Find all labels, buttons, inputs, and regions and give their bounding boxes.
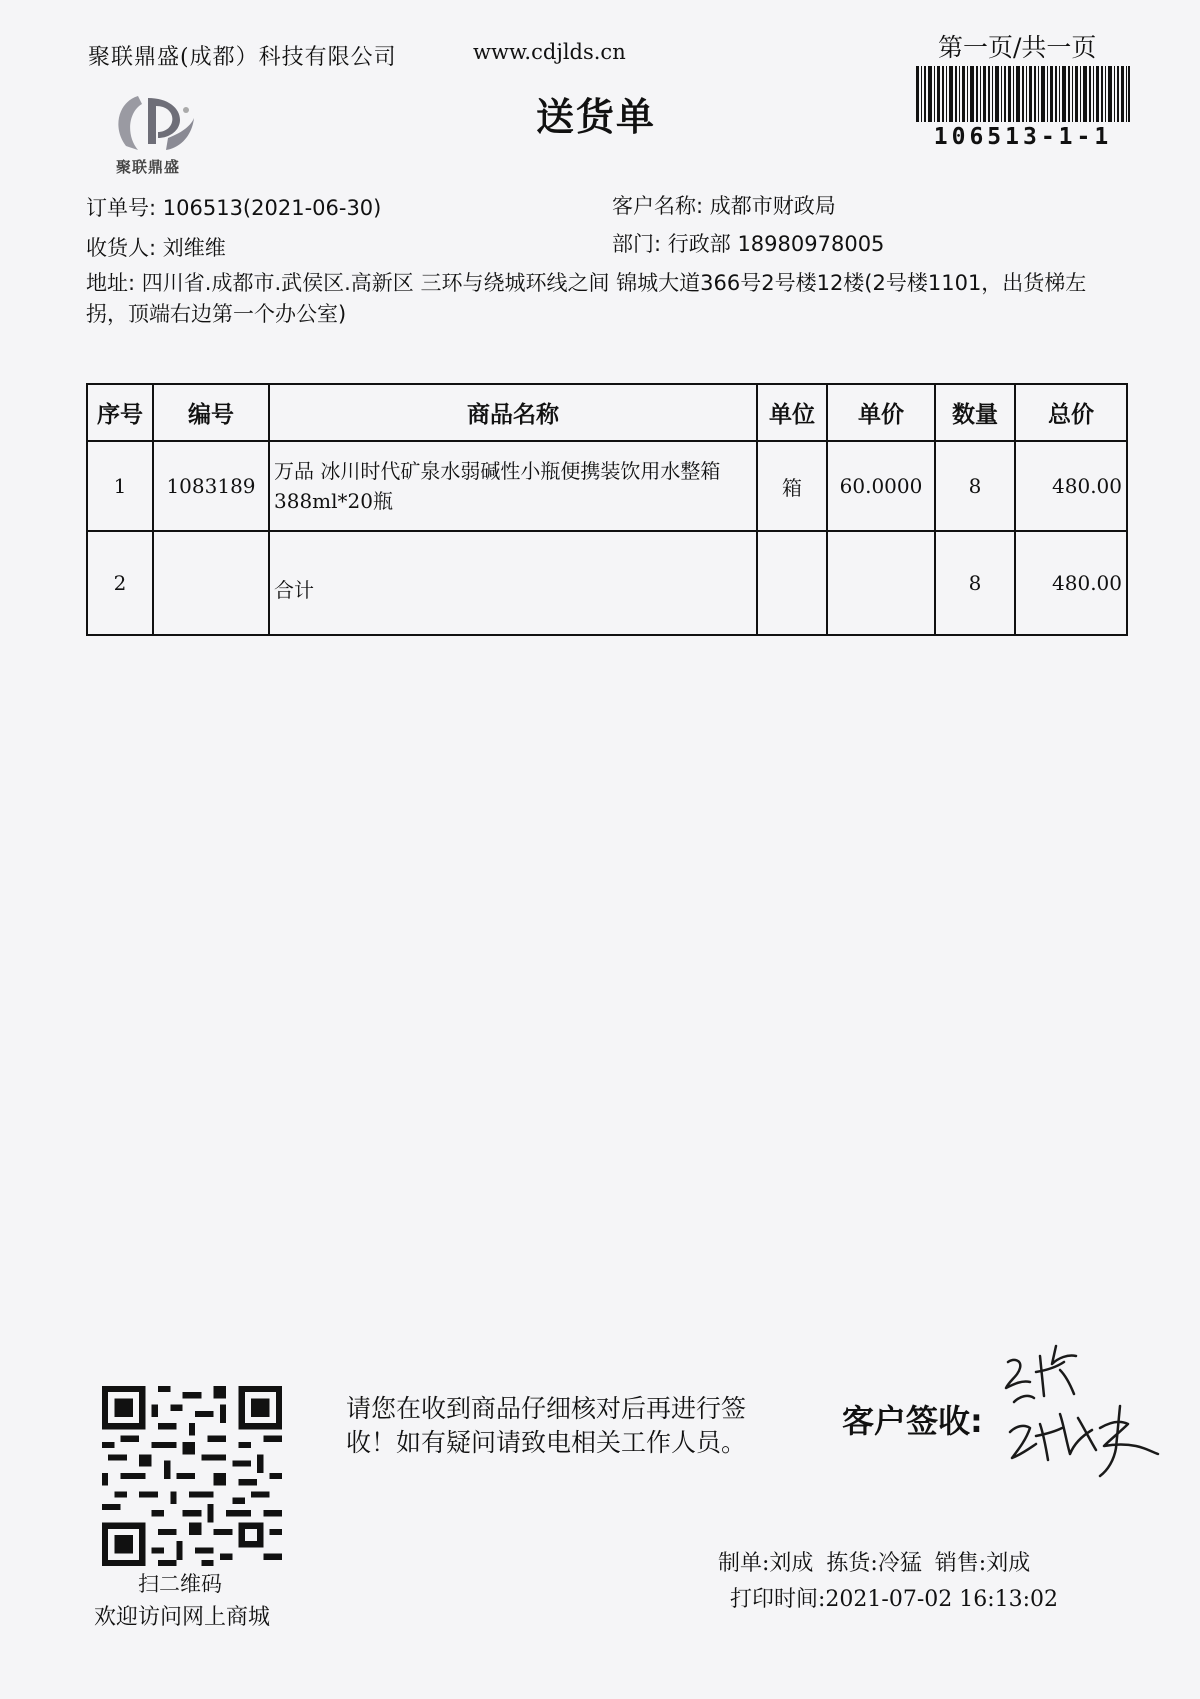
address-field — [86, 268, 1116, 330]
barcode — [916, 66, 1130, 122]
logo-text: 聚联鼎盛 — [116, 158, 181, 176]
page-indicator: 第一页/共一页 — [938, 33, 1097, 62]
cell-quantity: 8 — [935, 531, 1015, 635]
receiver-field — [86, 232, 226, 262]
table-row — [87, 441, 1127, 531]
cell-product-name: 万品 冰川时代矿泉水弱碱性小瓶便携装饮用水整箱 388ml*20瓶 — [269, 441, 757, 531]
receiver-label: 收货人: — [86, 236, 157, 260]
customer-field — [612, 190, 836, 220]
staff-info: 制单:刘成 拣货:冷猛 销售:刘成 — [718, 1551, 1031, 1576]
cell-product-name: 合计 — [269, 531, 757, 635]
department-value: 行政部 18980978005 — [667, 232, 885, 256]
cell-price — [827, 531, 935, 635]
table-header-row — [87, 384, 1127, 441]
cell-code — [153, 531, 269, 635]
qr-welcome-text: 欢迎访问网上商城 — [94, 1605, 271, 1630]
items-table — [86, 383, 1128, 636]
header-code: 编号 — [153, 384, 269, 441]
header-price: 单价 — [827, 384, 935, 441]
department-label: 部门: — [612, 232, 662, 256]
order-number-value: 106513(2021-06-30) — [162, 196, 382, 220]
customer-signature — [1000, 1336, 1180, 1496]
customer-value: 成都市财政局 — [709, 194, 836, 218]
order-number-field — [86, 192, 381, 222]
cell-price: 60.0000 — [827, 441, 935, 531]
qr-code — [102, 1386, 282, 1566]
header-unit: 单位 — [757, 384, 827, 441]
header-total: 总价 — [1015, 384, 1127, 441]
cell-seq: 1 — [87, 441, 153, 531]
header-seq: 序号 — [87, 384, 153, 441]
barcode-number: 106513-1-1 — [933, 124, 1113, 150]
cell-unit — [757, 531, 827, 635]
receipt-notice: 请您在收到商品仔细核对后再进行签收！如有疑问请致电相关工作人员。 — [346, 1394, 747, 1457]
cell-total: 480.00 — [1015, 441, 1127, 531]
cell-unit: 箱 — [757, 441, 827, 531]
cell-quantity: 8 — [935, 441, 1015, 531]
customer-signature-label: 客户签收: — [842, 1402, 983, 1440]
header-quantity: 数量 — [935, 384, 1015, 441]
customer-label: 客户名称: — [612, 194, 704, 218]
address-value: 四川省.成都市.武侯区.高新区 三环与绕城环线之间 锦城大道366号2号楼12楼(2号楼1101，出货梯左拐，顶端右边第一个办公室) — [86, 271, 1087, 326]
company-name: 聚联鼎盛(成都）科技有限公司 — [88, 45, 397, 70]
table-row-total — [87, 531, 1127, 635]
header-product-name: 商品名称 — [269, 384, 757, 441]
address-label: 地址: — [86, 271, 136, 295]
cell-code: 1083189 — [153, 441, 269, 531]
department-field — [612, 228, 884, 258]
order-number-label: 订单号: — [86, 196, 157, 220]
company-website: www.cdjlds.cn — [473, 40, 626, 64]
receiver-value: 刘维维 — [162, 236, 226, 260]
qr-caption: 扫二维码 — [138, 1572, 222, 1596]
cell-total: 480.00 — [1015, 531, 1127, 635]
print-time: 打印时间:2021-07-02 16:13:02 — [730, 1587, 1059, 1612]
document-title: 送货单 — [536, 95, 657, 139]
cell-seq: 2 — [87, 531, 153, 635]
